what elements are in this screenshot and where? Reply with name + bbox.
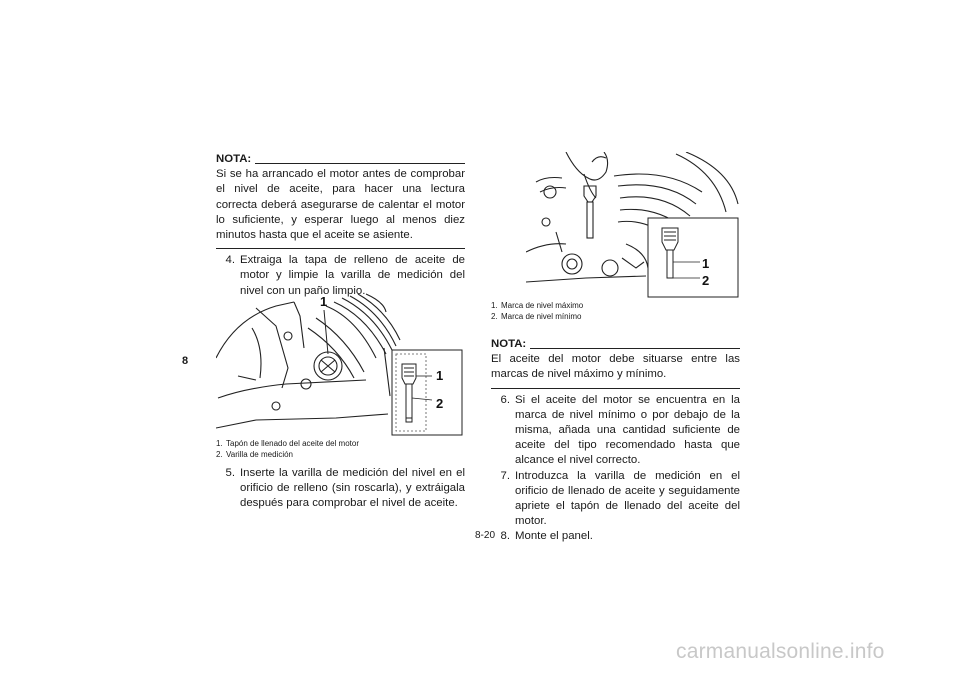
figure-1-captions [216,438,466,460]
note-header [216,152,465,167]
note-text: El aceite del motor debe situarse entre las marcas de nivel máximo y mínimo. [491,353,740,381]
step-6 [491,393,740,469]
dipstick-illustration [526,152,739,298]
note-rule [255,163,465,164]
page-number: 8-20 [474,530,495,541]
step-5 [216,466,465,512]
note-end-rule [216,248,465,249]
note-end-rule [491,388,740,389]
step-text: Si el aceite del motor se encuentra en la marca de nivel mínimo o por debajo de la misma, añada una cantidad suficiente de aceite del tipo recomendado hasta que alcance el nivel correcto. [515,393,740,467]
note-rule [530,348,740,349]
step-number: 5. [225,467,235,479]
watermark-link[interactable]: carmanualsonline.info [676,640,885,663]
left-column [216,152,465,299]
step-text: Introduzca la varilla de medición en el orificio de llenado de aceite y seguidamente apriete el tapón de llenado del aceite del motor. [515,469,740,528]
chapter-tab: 8 [182,355,189,367]
step-number: 8. [500,530,510,543]
inset-label-1: 1 [436,368,444,383]
caption-item: 2. Varilla de medición [216,450,293,459]
inset-label-2: 2 [436,396,444,411]
note-header [491,337,740,352]
step-number: 4. [225,254,235,267]
step-8 [491,529,740,544]
step-number: 7. [500,469,510,482]
step-number: 6. [500,393,510,406]
figure-dipstick-marks [526,152,739,298]
inset-label-2: 2 [702,273,710,288]
note-text: Si se ha arrancado el motor antes de comprobar el nivel de aceite, para hacer una lectura correcta deberá asegurarse de calentar el motor lo suficiente, y esperar luego al menos diez minutos hasta que el aceite se asiente. [216,168,465,242]
inset-label-1: 1 [702,256,710,271]
engine-illustration [216,288,466,436]
step-text: Monte el panel. [515,530,593,543]
right-column [491,337,740,545]
figure-2-captions [491,300,741,322]
note-label: NOTA: [491,338,527,350]
step-text: Inserte la varilla de medición del nivel en el orificio de relleno (sin roscarla), y extráigala después para comprobar el nivel de aceite. [240,467,465,510]
note-label: NOTA: [216,153,252,165]
figure-oil-filler-cap [216,288,466,436]
callout-1: 1 [320,294,328,309]
caption-item: 1. Marca de nivel máximo [491,301,584,310]
caption-item: 2. Marca de nivel mínimo [491,312,582,321]
caption-item: 1. Tapón de llenado del aceite del motor [216,439,359,448]
step-7 [491,469,740,530]
step-text: Extraiga la tapa de relleno de aceite de motor y limpie la varilla de medición del nivel con un paño limpio. [240,254,465,297]
